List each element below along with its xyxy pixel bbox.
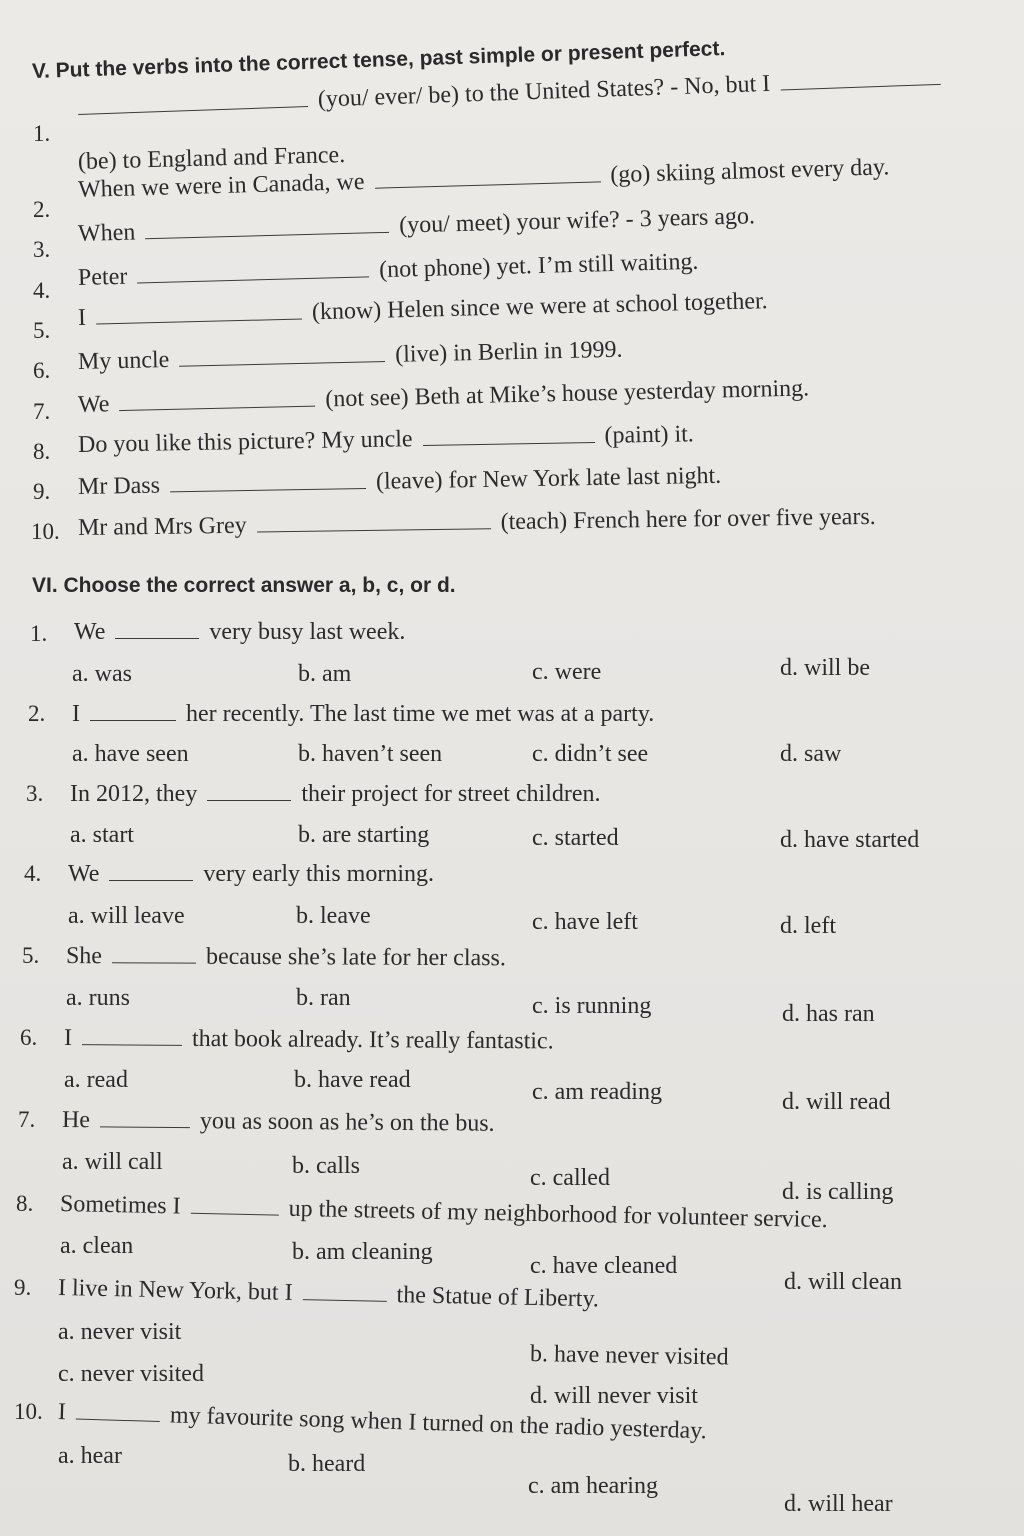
- v-item-7: [78, 376, 810, 417]
- option-b[interactable]: b. leave: [296, 903, 371, 929]
- vi-item-text: very early this morning.: [203, 861, 435, 887]
- v-item-8: [78, 422, 694, 457]
- option-d[interactable]: d. will clean: [784, 1269, 902, 1295]
- vi-item-number: 6.: [20, 1025, 38, 1050]
- vi-item-text: I: [57, 1399, 67, 1426]
- vi-item-text: I: [63, 1025, 73, 1052]
- answer-blank[interactable]: [115, 620, 199, 639]
- v-item-5: [78, 289, 768, 330]
- option-b[interactable]: b. haven’t seen: [298, 741, 443, 767]
- v-item-number: 1.: [33, 121, 51, 146]
- v-item-4: [78, 250, 699, 290]
- v-item-6: [78, 338, 623, 374]
- vi-item-text: I: [72, 701, 80, 727]
- option-b[interactable]: b. am: [298, 661, 352, 687]
- v-item-1-continuation: (be) to England and France.: [77, 142, 346, 175]
- v-item-number: 5.: [33, 318, 51, 343]
- option-d[interactable]: d. saw: [780, 741, 842, 767]
- option-c[interactable]: c. is running: [532, 993, 652, 1019]
- v-item-number: 10.: [31, 519, 60, 544]
- v-item-number: 6.: [33, 358, 51, 383]
- vi-item-number: 7.: [18, 1107, 36, 1132]
- option-c[interactable]: c. am reading: [532, 1079, 662, 1105]
- v-item-hint: (live) in Berlin in 1999.: [394, 336, 623, 368]
- option-c[interactable]: c. have cleaned: [530, 1253, 678, 1279]
- vi-item-number: 5.: [22, 943, 40, 968]
- vi-item-4: [68, 862, 434, 886]
- answer-blank[interactable]: [170, 470, 366, 492]
- option-a[interactable]: a. have seen: [72, 741, 189, 767]
- option-a[interactable]: a. runs: [66, 985, 130, 1011]
- vi-item-text: She: [65, 943, 103, 970]
- option-d[interactable]: d. left: [780, 913, 836, 939]
- v-item-text: I: [77, 304, 87, 331]
- option-b[interactable]: b. am cleaning: [292, 1239, 433, 1265]
- option-b[interactable]: b. are starting: [298, 822, 430, 848]
- vi-item-text: my favourite song when I turned on the radio yesterday.: [169, 1402, 708, 1445]
- answer-blank[interactable]: [78, 88, 309, 115]
- vi-item-text: We: [74, 619, 106, 645]
- vi-item-9: [58, 1276, 599, 1311]
- v-item-10: [78, 505, 876, 540]
- v-item-hint: (teach) French here for over five years.: [500, 503, 876, 536]
- answer-blank[interactable]: [76, 1401, 161, 1422]
- v-item-text: We: [77, 391, 110, 418]
- option-c[interactable]: c. am hearing: [528, 1473, 658, 1499]
- option-c[interactable]: c. have left: [532, 909, 638, 935]
- v-item-text: Do you like this picture? My uncle: [77, 426, 413, 458]
- answer-blank[interactable]: [119, 388, 315, 411]
- vi-item-2: [72, 702, 654, 726]
- vi-item-text: very busy last week.: [209, 619, 406, 645]
- vi-item-text: you as soon as he’s on the bus.: [199, 1108, 495, 1137]
- answer-blank[interactable]: [190, 1195, 278, 1216]
- vi-item-text: In 2012, they: [70, 781, 198, 807]
- v-item-text: When we were in Canada, we: [77, 169, 365, 203]
- v-item-number: 7.: [33, 399, 51, 424]
- vi-item-number: 1.: [30, 621, 48, 646]
- option-a[interactable]: a. start: [70, 822, 134, 848]
- v-item-hint: (you/ meet) your wife? - 3 years ago.: [398, 203, 756, 239]
- v-item-number: 4.: [33, 278, 51, 303]
- option-c[interactable]: c. never visited: [58, 1361, 204, 1387]
- v-item-text: Mr Dass: [77, 472, 161, 500]
- v-item-number: 3.: [33, 237, 51, 262]
- vi-item-text: Sometimes I: [59, 1191, 181, 1220]
- vi-item-text: He: [61, 1107, 91, 1134]
- v-item-hint: (go) skiing almost every day.: [609, 154, 890, 189]
- answer-blank[interactable]: [112, 944, 196, 963]
- option-d[interactable]: d. will never visit: [530, 1383, 698, 1409]
- vi-item-number: 8.: [16, 1191, 34, 1216]
- option-a[interactable]: a. was: [72, 661, 132, 687]
- option-c[interactable]: c. started: [532, 825, 619, 851]
- vi-item-1: [74, 620, 405, 644]
- answer-blank[interactable]: [82, 1026, 182, 1046]
- answer-blank[interactable]: [137, 258, 369, 283]
- answer-blank[interactable]: [100, 1108, 190, 1128]
- v-item-hint: (paint) it.: [604, 421, 695, 449]
- vi-item-text: the Statue of Liberty.: [396, 1282, 600, 1313]
- v-item-text: Peter: [77, 263, 128, 291]
- option-b[interactable]: b. have read: [294, 1067, 411, 1093]
- v-item-number: 9.: [33, 479, 51, 504]
- v-item-9: [78, 464, 722, 499]
- v-item-hint: (not see) Beth at Mike’s house yesterday morning.: [325, 375, 810, 413]
- vi-item-text: their project for street children.: [301, 781, 601, 807]
- option-a[interactable]: a. will leave: [68, 903, 185, 929]
- vi-item-text: I live in New York, but I: [57, 1275, 293, 1306]
- option-d[interactable]: d. is calling: [782, 1179, 894, 1205]
- vi-item-number: 9.: [14, 1275, 32, 1300]
- option-b[interactable]: b. have never visited: [529, 1341, 729, 1371]
- answer-blank[interactable]: [780, 66, 941, 91]
- v-item-hint: (leave) for New York late last night.: [375, 462, 722, 495]
- v-item-text: My uncle: [77, 346, 170, 375]
- option-c[interactable]: c. called: [530, 1165, 610, 1191]
- vi-item-5: [66, 944, 506, 970]
- option-b[interactable]: b. heard: [288, 1451, 366, 1477]
- vi-item-number: 10.: [14, 1399, 43, 1424]
- v-item-hint: (you/ ever/ be) to the United States? - No, but I: [317, 70, 771, 113]
- option-d[interactable]: d. will read: [782, 1089, 891, 1115]
- vi-item-number: 3.: [26, 781, 44, 806]
- vi-item-7: [62, 1108, 495, 1136]
- answer-blank[interactable]: [302, 1281, 386, 1302]
- v-item-hint: (not phone) yet. I’m still waiting.: [378, 248, 699, 284]
- option-c[interactable]: c. were: [532, 659, 602, 685]
- option-a[interactable]: a. never visit: [58, 1319, 182, 1345]
- v-item-3: [78, 204, 756, 246]
- option-a[interactable]: a. read: [64, 1067, 128, 1093]
- answer-blank[interactable]: [145, 214, 389, 239]
- vi-item-number: 2.: [28, 701, 46, 726]
- option-d[interactable]: d. will hear: [784, 1491, 893, 1517]
- v-item-hint: (know) Helen since we were at school together.: [311, 288, 768, 326]
- v-item-number: 2.: [33, 197, 51, 222]
- option-d[interactable]: d. will be: [780, 655, 870, 681]
- section-vi-heading: VI. Choose the correct answer a, b, c, or d.: [32, 574, 456, 597]
- answer-blank[interactable]: [374, 163, 600, 188]
- vi-item-number: 4.: [24, 861, 42, 886]
- answer-blank[interactable]: [96, 301, 302, 325]
- vi-item-text: her recently. The last time we met was at a party.: [186, 701, 655, 727]
- answer-blank[interactable]: [207, 782, 291, 801]
- vi-item-8: [60, 1192, 828, 1232]
- option-d[interactable]: d. have started: [780, 827, 920, 853]
- vi-item-text: We: [68, 861, 100, 887]
- vi-item-6: [64, 1026, 554, 1053]
- answer-blank[interactable]: [109, 862, 193, 881]
- v-item-text: Mr and Mrs Grey: [77, 512, 247, 541]
- section-v-heading: V. Put the verbs into the correct tense, past simple or present perfect.: [31, 37, 726, 83]
- option-d[interactable]: d. has ran: [782, 1001, 875, 1027]
- v-item-number: 8.: [33, 439, 51, 464]
- v-item-text: When: [77, 219, 136, 247]
- vi-item-3: [70, 782, 601, 806]
- option-a[interactable]: a. clean: [60, 1233, 134, 1259]
- vi-item-text: because she’s late for her class.: [205, 943, 506, 972]
- option-b[interactable]: b. ran: [296, 985, 351, 1011]
- option-a[interactable]: a. will call: [62, 1149, 163, 1175]
- option-a[interactable]: a. hear: [58, 1443, 122, 1469]
- answer-blank[interactable]: [90, 702, 176, 721]
- vi-item-text: up the streets of my neighborhood for volunteer service.: [288, 1195, 828, 1234]
- option-b[interactable]: b. calls: [292, 1153, 360, 1179]
- vi-item-text: that book already. It’s really fantastic.: [191, 1025, 554, 1055]
- option-c[interactable]: c. didn’t see: [532, 741, 649, 767]
- answer-blank[interactable]: [256, 510, 490, 532]
- answer-blank[interactable]: [422, 424, 594, 446]
- answer-blank[interactable]: [179, 343, 385, 367]
